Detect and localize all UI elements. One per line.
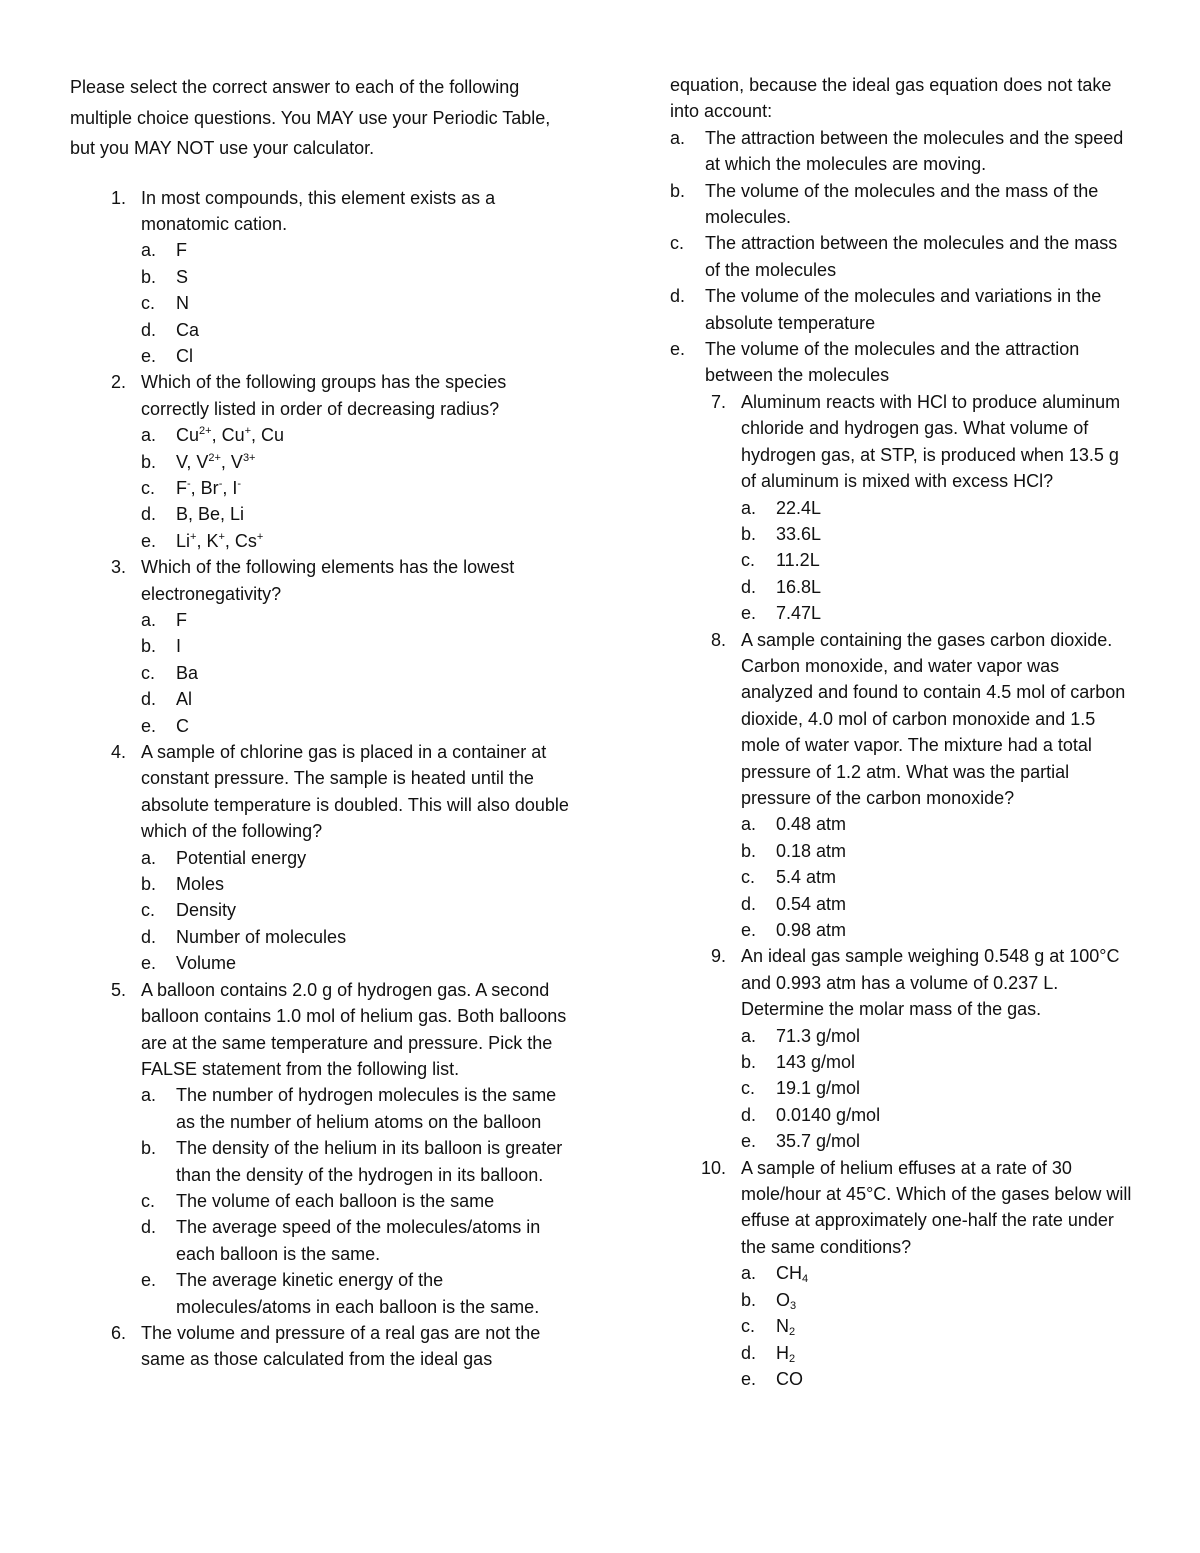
answer-options (141, 607, 570, 739)
option-letter: a. (741, 1025, 757, 1046)
answer-option[interactable] (141, 501, 570, 527)
answer-option[interactable] (741, 1366, 1135, 1392)
option-text: Li+, K+, Cs+ (176, 530, 264, 551)
option-letter: c. (741, 1316, 756, 1337)
option-text: The average kinetic energy of the molecules/atoms in each balloon is the same. (176, 1270, 540, 1317)
answer-option[interactable] (141, 264, 570, 290)
option-text: 0.18 atm (776, 840, 847, 861)
option-letter: e. (741, 920, 757, 940)
option-text: Number of molecules (176, 926, 347, 947)
answer-option[interactable] (741, 1075, 1135, 1101)
option-text: The attraction between the molecules and the mass of the molecules (705, 233, 1118, 280)
option-letter: c. (141, 477, 156, 498)
answer-options (741, 1023, 1135, 1155)
question-5 (70, 977, 570, 1320)
option-letter: b. (670, 180, 686, 201)
option-text: 71.3 g/mol (776, 1025, 861, 1046)
option-text: $N_2$ (776, 1316, 796, 1339)
option-text: Cl (176, 345, 193, 366)
answer-option[interactable] (741, 864, 1135, 890)
option-text: The average speed of the molecules/atoms in each balloon is the same. (176, 1217, 541, 1264)
option-letter: e. (141, 953, 157, 974)
answer-option[interactable] (741, 521, 1135, 547)
answer-option[interactable] (741, 1340, 1135, 1366)
option-text: $CH_4$ (776, 1263, 809, 1286)
option-text: 0.48 atm (776, 814, 847, 835)
option-letter: c. (141, 900, 156, 921)
answer-option[interactable] (141, 660, 570, 686)
question-7 (670, 389, 1135, 627)
option-text: Volume (176, 953, 237, 974)
option-letter: a. (741, 814, 757, 835)
answer-options (741, 1260, 1135, 1392)
question-number: 4. (110, 742, 126, 763)
question-text: Aluminum reacts with HCl to produce aluminum chloride and hydrogen gas. What volume of hydrogen gas, at STP, is produced when 13.5 g of aluminum is mixed with excess HCl? (741, 391, 1121, 492)
option-text: 0.98 atm (776, 920, 847, 940)
question-number: 2. (110, 372, 126, 393)
option-text: The volume of the molecules and the attraction between the molecules (705, 339, 1080, 386)
question-number: 5. (110, 979, 126, 1000)
option-text: Ca (176, 319, 200, 340)
option-letter: a. (741, 497, 757, 518)
answer-option[interactable] (141, 528, 570, 554)
option-text: The number of hydrogen molecules is the same as the number of helium atoms on the balloon (176, 1085, 557, 1132)
option-letter: d. (741, 576, 757, 597)
option-letter: c. (141, 662, 156, 683)
answer-option[interactable] (741, 1023, 1135, 1049)
option-letter: c. (741, 1078, 756, 1099)
option-text: 35.7 g/mol (776, 1131, 861, 1152)
question-text: Which of the following groups has the species correctly listed in order of decreasing radius? (141, 372, 507, 419)
option-letter: a. (141, 847, 157, 868)
question-1 (70, 185, 570, 370)
option-letter: c. (141, 293, 156, 314)
answer-options (741, 811, 1135, 943)
answer-option[interactable] (741, 1260, 1135, 1286)
option-letter: a. (141, 610, 157, 630)
answer-option[interactable] (141, 343, 570, 369)
answer-option[interactable] (141, 290, 570, 316)
option-text: 19.1 g/mol (776, 1078, 861, 1099)
answer-options (141, 845, 570, 977)
answer-option[interactable] (141, 713, 570, 739)
question-text: An ideal gas sample weighing 0.548 g at 100°C and 0.993 atm has a volume of 0.237 L. Determine the molar mass of the gas. (741, 946, 1120, 1020)
question-text: equation, because the ideal gas equation does not take into account: (670, 75, 1112, 122)
option-letter: b. (141, 451, 157, 472)
answer-option[interactable] (741, 1128, 1135, 1154)
option-text: 33.6L (776, 523, 822, 544)
option-text: F (176, 610, 187, 630)
answer-options (141, 422, 570, 554)
question-text: A balloon contains 2.0 g of hydrogen gas. A second balloon contains 1.0 mol of helium gas. Both balloons are at the same temperature and pressure. Pick the FALSE statement from the following list. (141, 979, 567, 1079)
answer-option[interactable] (670, 178, 1135, 231)
answer-option[interactable] (741, 1102, 1135, 1128)
answer-option[interactable] (141, 871, 570, 897)
option-letter: d. (741, 1104, 757, 1125)
instructions: Please select the correct answer to each of the following multiple choice questions. You MAY use your Periodic Table, but you MAY NOT use your calculator. (70, 77, 551, 158)
answer-options (141, 237, 570, 369)
question-8 (670, 627, 1135, 944)
option-letter: d. (141, 1217, 157, 1238)
answer-options (670, 125, 1135, 389)
answer-option[interactable] (141, 1214, 570, 1267)
answer-option[interactable] (141, 950, 570, 976)
option-text: V, $V^{2+}$, $V^{3+}$ (176, 451, 256, 472)
option-letter: d. (741, 1342, 757, 1363)
option-letter: d. (141, 319, 157, 340)
question-number: 6. (110, 1322, 126, 1343)
answer-option[interactable] (670, 336, 1135, 389)
option-text: C (176, 715, 189, 736)
option-text: $H_2$ (776, 1342, 796, 1365)
option-letter: c. (141, 1190, 156, 1211)
answer-option[interactable] (141, 237, 570, 263)
question-10 (670, 1155, 1135, 1393)
question-number: 9. (710, 946, 726, 967)
answer-option[interactable] (141, 1188, 570, 1214)
option-text: The volume of the molecules and the mass of the molecules. (705, 180, 1099, 228)
option-letter: b. (741, 523, 757, 544)
answer-option[interactable] (670, 125, 1135, 178)
option-letter: b. (141, 874, 157, 895)
answer-option[interactable] (141, 475, 570, 501)
option-letter: b. (741, 840, 757, 861)
option-text: The volume of the molecules and variations in the absolute temperature (705, 286, 1102, 333)
option-text: 22.4L (776, 497, 822, 518)
option-text: F-, Br-, I- (176, 477, 242, 498)
option-text: Density (176, 900, 237, 921)
option-letter: c. (670, 233, 685, 254)
option-text: The volume of each balloon is the same (176, 1190, 495, 1211)
option-text: S (176, 266, 189, 287)
option-text: B, Be, Li (176, 504, 245, 525)
question-text: A sample of chlorine gas is placed in a container at constant pressure. The sample is heated until the absolute temperature is doubled. This will also double which of the following? (141, 742, 569, 842)
option-letter: e. (741, 603, 757, 624)
option-letter: d. (141, 504, 157, 525)
question-number: 3. (110, 557, 126, 578)
answer-option[interactable] (141, 686, 570, 712)
option-letter: e. (141, 345, 157, 366)
question-text: Which of the following elements has the lowest electronegativity? (141, 557, 515, 604)
option-text: 143 g/mol (776, 1052, 856, 1073)
question-number: 7. (710, 391, 726, 412)
answer-option[interactable] (141, 845, 570, 871)
option-text: The density of the helium in its balloon is greater than the density of the hydrogen in its balloon. (176, 1138, 563, 1185)
question-text: A sample containing the gases carbon dioxide. Carbon monoxide, and water vapor was analyzed and found to contain 4.5 mol of carbon dioxide, 4.0 mol of carbon monoxide and 1.5 mole of water vapor. The mixture had a total pressure of 1.2 atm. What was the partial pressure of the carbon monoxide? (741, 629, 1126, 808)
option-letter: e. (741, 1131, 757, 1152)
question-number: 8. (710, 629, 726, 650)
option-letter: b. (741, 1289, 757, 1310)
option-letter: d. (141, 926, 157, 947)
question-3 (70, 554, 570, 739)
option-text: CO (776, 1368, 803, 1389)
answer-options (741, 495, 1135, 627)
question-6 (70, 1320, 570, 1373)
answer-options (141, 1082, 570, 1320)
option-text: 0.0140 g/mol (776, 1104, 881, 1125)
option-text: N (176, 293, 189, 314)
question-4 (70, 739, 570, 977)
option-text: The attraction between the molecules and the speed at which the molecules are moving. (705, 127, 1124, 175)
answer-option[interactable] (141, 633, 570, 659)
question-2 (70, 369, 570, 554)
answer-option[interactable] (141, 924, 570, 950)
option-letter: a. (141, 1085, 157, 1106)
answer-option[interactable] (141, 449, 570, 475)
question-text: In most compounds, this element exists as a monatomic cation. (141, 187, 496, 234)
left-column (70, 72, 570, 1373)
option-text: 11.2L (776, 550, 820, 571)
option-letter: a. (141, 425, 157, 446)
answer-option[interactable] (741, 891, 1135, 917)
answer-option[interactable] (670, 230, 1135, 283)
answer-option[interactable] (141, 1135, 570, 1188)
answer-option[interactable] (741, 1049, 1135, 1075)
option-text: Ba (176, 662, 199, 683)
option-letter: b. (141, 266, 157, 287)
option-letter: b. (141, 1138, 157, 1159)
answer-option[interactable] (670, 283, 1135, 336)
option-text: 0.54 atm (776, 893, 847, 914)
answer-option[interactable] (741, 838, 1135, 864)
question-number: 10. (700, 1157, 726, 1178)
option-text: I (176, 636, 182, 657)
answer-option[interactable] (741, 547, 1135, 573)
answer-option[interactable] (141, 1267, 570, 1320)
answer-option[interactable] (141, 897, 570, 923)
option-letter: a. (141, 240, 157, 261)
option-letter: d. (741, 893, 757, 914)
answer-option[interactable] (141, 607, 570, 633)
question-text: A sample of helium effuses at a rate of 30 mole/hour at 45°C. Which of the gases below will effuse at approximately one-half the rate under the same conditions? (741, 1157, 1132, 1257)
right-column (670, 72, 1135, 1392)
answer-option[interactable] (741, 917, 1135, 943)
answer-option[interactable] (741, 1287, 1135, 1313)
option-letter: c. (741, 867, 756, 888)
question-number: 1. (110, 187, 126, 208)
option-letter: c. (741, 550, 756, 571)
option-text: 7.47L (776, 603, 822, 624)
option-letter: d. (141, 689, 157, 710)
option-text: Al (176, 689, 193, 710)
option-text: F (176, 240, 187, 261)
answer-option[interactable] (741, 495, 1135, 521)
question-text: The volume and pressure of a real gas are not the same as those calculated from the ideal gas (141, 1322, 541, 1370)
option-text: $Cu^{2+}$, Cu+, Cu (176, 425, 285, 446)
option-letter: e. (670, 339, 686, 360)
answer-option[interactable] (141, 422, 570, 448)
option-letter: b. (141, 636, 157, 657)
question-6-continued (670, 72, 1135, 389)
option-letter: e. (141, 530, 157, 551)
option-letter: d. (670, 286, 686, 307)
answer-option[interactable] (741, 1313, 1135, 1339)
option-letter: e. (741, 1368, 757, 1389)
answer-option[interactable] (141, 317, 570, 343)
answer-option[interactable] (741, 811, 1135, 837)
option-text: $O_3$ (776, 1289, 797, 1312)
option-letter: e. (141, 1270, 157, 1291)
answer-option[interactable] (741, 600, 1135, 626)
option-letter: a. (741, 1263, 757, 1284)
option-letter: e. (141, 715, 157, 736)
option-text: 16.8L (776, 576, 822, 597)
option-text: 5.4 atm (776, 867, 837, 888)
option-letter: a. (670, 127, 686, 148)
option-letter: b. (741, 1052, 757, 1073)
question-9 (670, 943, 1135, 1154)
option-text: Moles (176, 874, 225, 895)
answer-option[interactable] (141, 1082, 570, 1135)
option-text: Potential energy (176, 847, 307, 868)
answer-option[interactable] (741, 574, 1135, 600)
